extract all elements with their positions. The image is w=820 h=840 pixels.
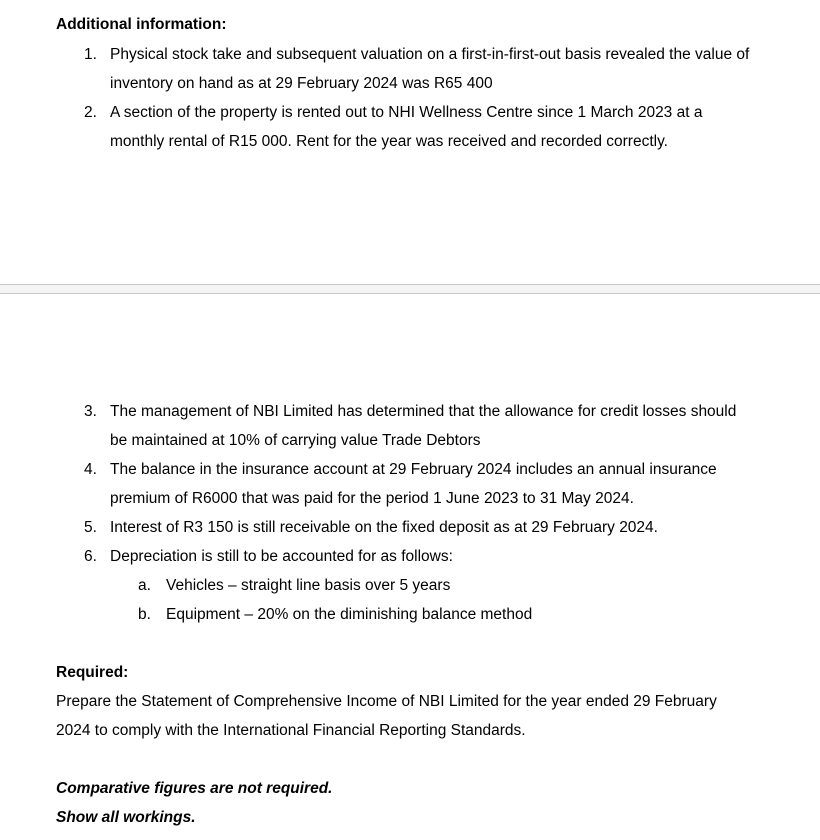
required-line-2: 2024 to comply with the International Financial Reporting Standards. [56, 722, 526, 739]
required-heading: Required: [56, 664, 129, 681]
item-5-number: 5. [84, 519, 97, 536]
item-4-line-1: The balance in the insurance account at 29 February 2024 includes an annual insurance [110, 461, 717, 478]
item-3-line-1: The management of NBI Limited has determined that the allowance for credit losses should [110, 403, 737, 420]
item-1-line-2: inventory on hand as at 29 February 2024 was R65 400 [110, 75, 493, 92]
item-1-number: 1. [84, 46, 97, 63]
item-1-line-1: Physical stock take and subsequent valuation on a first-in-first-out basis revealed the value of [110, 46, 750, 63]
item-2-line-1: A section of the property is rented out to NHI Wellness Centre since 1 March 2023 at a [110, 104, 703, 121]
subitem-a-letter: a. [138, 577, 151, 594]
note-workings: Show all workings. [56, 809, 196, 826]
note-comparative: Comparative figures are not required. [56, 780, 333, 797]
subitem-b-letter: b. [138, 606, 151, 623]
item-5-line-1: Interest of R3 150 is still receivable on the fixed deposit as at 29 February 2024. [110, 519, 658, 536]
item-6-number: 6. [84, 548, 97, 565]
item-4-number: 4. [84, 461, 97, 478]
item-3-number: 3. [84, 403, 97, 420]
subitem-a-text: Vehicles – straight line basis over 5 years [166, 577, 451, 594]
subitem-b-text: Equipment – 20% on the diminishing balance method [166, 606, 533, 623]
item-2-number: 2. [84, 104, 97, 121]
page-break-divider [0, 284, 820, 294]
additional-info-heading: Additional information: [56, 16, 227, 33]
item-4-line-2: premium of R6000 that was paid for the period 1 June 2023 to 31 May 2024. [110, 490, 634, 507]
item-3-line-2: be maintained at 10% of carrying value Trade Debtors [110, 432, 481, 449]
item-2-line-2: monthly rental of R15 000. Rent for the year was received and recorded correctly. [110, 133, 668, 150]
item-6-line-1: Depreciation is still to be accounted for as follows: [110, 548, 453, 565]
required-line-1: Prepare the Statement of Comprehensive Income of NBI Limited for the year ended 29 February [56, 693, 717, 710]
